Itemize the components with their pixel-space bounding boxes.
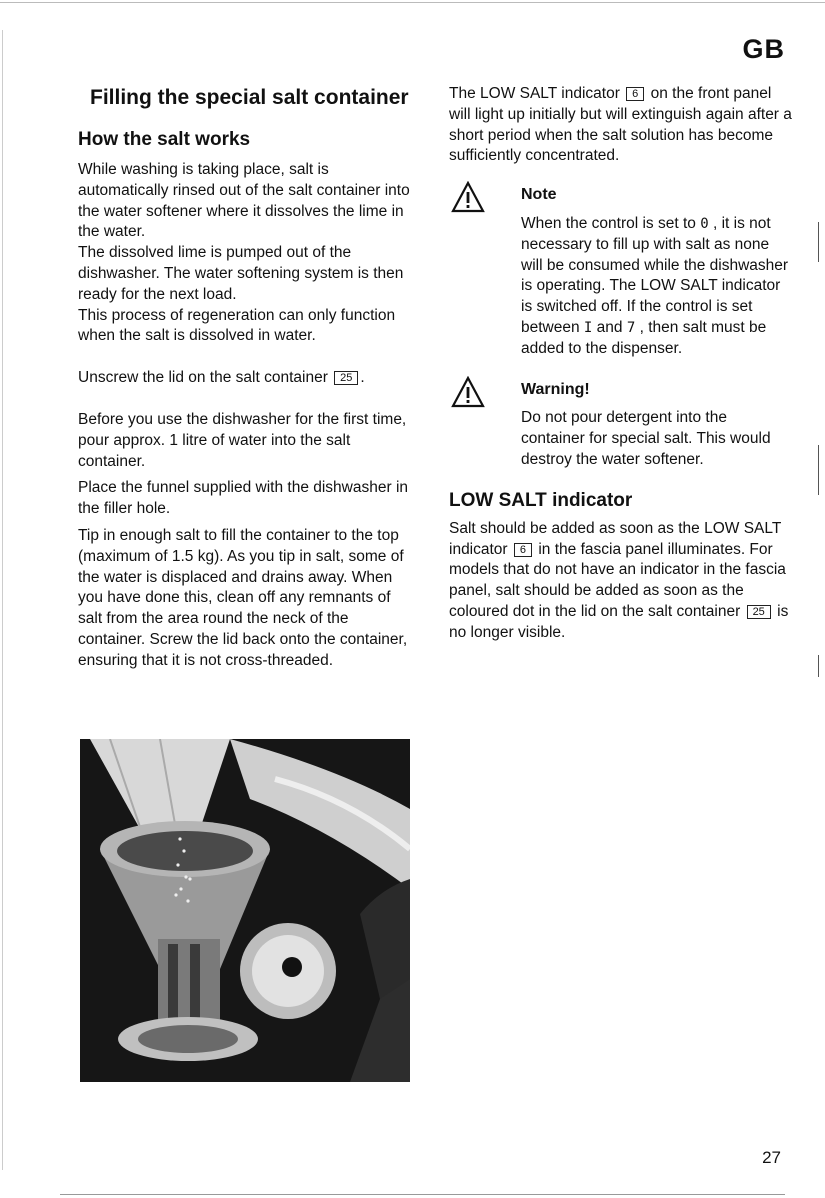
- unscrew-end: .: [360, 369, 365, 387]
- paragraph-unscrew: [78, 368, 418, 389]
- reference-box: 25: [334, 371, 358, 385]
- low-salt-text-c: is no longer visible.: [449, 602, 789, 641]
- warning-triangle-icon: [451, 376, 485, 408]
- note-text: [521, 214, 794, 360]
- paragraph: Tip in enough salt to fill the container to the top (maximum of 1.5 kg). As you tip in salt, some of the water is displaced and drains away. When you have done this, clean off any remnants of salt from the area round the neck of the container. Screw the lid back onto the container, ensuring that it is not cross-threaded.: [78, 526, 408, 669]
- paragraph: While washing is taking place, salt is automatically rinsed out of the salt container into the water softener where it dissolves the lime in the water.: [78, 161, 410, 241]
- note-text-and: and: [596, 318, 623, 336]
- reference-box: 6: [514, 543, 532, 557]
- reference-box: 6: [626, 87, 644, 101]
- low-salt-heading: LOW SALT indicator: [449, 489, 633, 511]
- low-salt-text-b: in the fascia panel illuminates. For models that do not have an indicator in the fascia panel, salt should be added as soon as the coloured dot in the lid on the salt container: [449, 540, 786, 620]
- low-salt-text-a: Salt should be added as soon as the LOW SALT indicator: [449, 519, 782, 558]
- paragraph: Place the funnel supplied with the dishwasher in the filler hole.: [78, 479, 409, 518]
- margin-tick: [818, 445, 819, 495]
- note-heading: Note: [521, 186, 557, 204]
- right-column: [449, 84, 794, 644]
- reference-box: 25: [747, 605, 771, 619]
- bottom-rule: [60, 1194, 785, 1195]
- page-number: 27: [762, 1148, 781, 1167]
- intro-paragraph: [449, 84, 794, 167]
- left-edge-rule: [2, 30, 3, 1170]
- salt-funnel-photo: [80, 739, 410, 1082]
- symbol-zero: 0: [700, 215, 709, 232]
- symbol-one: I: [583, 319, 593, 336]
- paragraph: This process of regeneration can only function when the salt is dissolved in water.: [78, 306, 396, 345]
- note-text-a: When the control is set to: [521, 214, 696, 232]
- unscrew-text: Unscrew the lid on the salt container: [78, 369, 328, 387]
- margin-tick: [818, 655, 819, 677]
- warning-text: Do not pour detergent into the container for special salt. This would destroy the water softener.: [521, 409, 771, 468]
- note-text-c: , then salt must be added to the dispenser.: [521, 318, 767, 357]
- warning-heading: Warning!: [521, 380, 590, 398]
- intro-text: The LOW SALT indicator: [449, 85, 620, 102]
- warning-triangle-icon: [451, 181, 485, 213]
- warning-block: [449, 380, 794, 471]
- intro-text-cont: on the front panel will light up initially but will extinguish again after a short period when the salt solution has become sufficiently concentrated.: [449, 85, 792, 165]
- paragraph: The dissolved lime is pumped out of the dishwasher. The water softening system is then ready for the next load.: [78, 244, 404, 303]
- salt-funnel-illustration: [80, 739, 410, 1082]
- note-text-b: , it is not necessary to fill up with salt as none will be consumed while the dishwasher is operating. The LOW SALT indicator is switched off. If the control is set between: [521, 214, 789, 336]
- symbol-seven: 7: [626, 319, 636, 336]
- subheading-how-salt-works: How the salt works: [78, 129, 251, 150]
- section-title: Filling the special salt container: [90, 86, 409, 109]
- paragraph: Before you use the dishwasher for the first time, pour approx. 1 litre of water into the salt container.: [78, 410, 407, 470]
- margin-tick: [818, 222, 819, 262]
- language-code: GB: [742, 34, 785, 64]
- top-rule: [0, 2, 825, 3]
- low-salt-paragraph: [449, 519, 794, 644]
- note-block: [449, 185, 794, 359]
- left-column: [78, 84, 418, 672]
